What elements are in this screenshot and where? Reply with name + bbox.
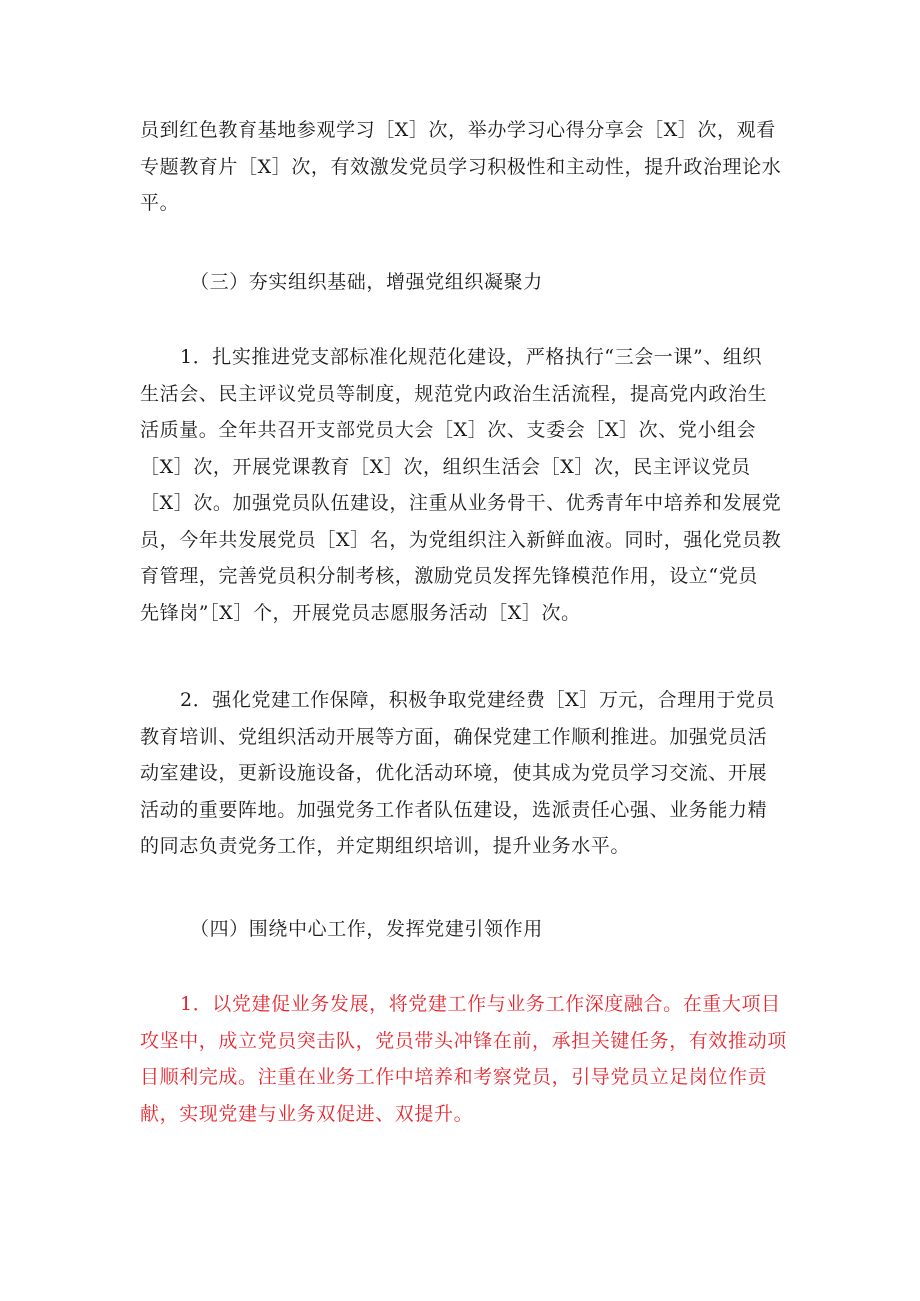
text-line: 动室建设，更新设施设备，优化活动环境，使其成为党员学习交流、开展 xyxy=(140,762,768,784)
text-line: 1．以党建促业务发展，将党建工作与业务工作深度融合。在重大项目 xyxy=(180,993,781,1015)
text-line: 教育培训、党组织活动开展等方面，确保党建工作顺利推进。加强党员活 xyxy=(140,725,768,748)
text-line: 活动的重要阵地。加强党务工作者队伍建设，选派责任心强、业务能力精 xyxy=(140,798,768,821)
text-line: ［X］次。加强党员队伍建设，注重从业务骨干、优秀青年中培养和发展党 xyxy=(140,492,782,514)
text-line: ［X］次，开展党课教育［X］次，组织生活会［X］次，民主评议党员 xyxy=(140,455,751,478)
text-line: 活质量。全年共召开支部党员大会［X］次、支委会［X］次、党小组会 xyxy=(140,419,757,441)
text-line: 攻坚中，成立党员突击队，党员带头冲锋在前，承担关键任务，有效推动项 xyxy=(140,1029,787,1052)
text-line: 目顺利完成。注重在业务工作中培养和考察党员，引导党员立足岗位作贡 xyxy=(140,1066,768,1088)
text-line: 先锋岗”［X］个，开展党员志愿服务活动［X］次。 xyxy=(140,601,581,624)
paragraph-3-2 xyxy=(140,682,788,865)
text-line: 员，今年共发展党员［X］名，为党组织注入新鲜血液。同时，强化党员教 xyxy=(140,528,782,551)
text-line: 2．强化党建工作保障，积极争取党建经费［X］万元，合理用于党员 xyxy=(180,689,776,711)
text-line: 员到红色教育基地参观学习［X］次，举办学习心得分享会［X］次，观看 xyxy=(140,119,776,141)
text-line: 的同志负责党务工作，并定期组织培训，提升业务水平。 xyxy=(140,835,631,857)
text-line: 育管理，完善党员积分制考核，激励党员发挥先锋模范作用，设立“党员 xyxy=(140,565,758,587)
section-heading-3: （三）夯实组织基础，增强党组织凝聚力 xyxy=(190,271,543,293)
text-line: 生活会、民主评议党员等制度，规范党内政治生活流程，提高党内政治生 xyxy=(140,382,768,405)
text-line: 1．扎实推进党支部标准化规范化建设，严格执行“三会一课”、组织 xyxy=(180,346,763,368)
text-line: 专题教育片［X］次，有效激发党员学习积极性和主动性，提升政治理论水 xyxy=(140,155,782,178)
text-line: 献，实现党建与业务双促进、双提升。 xyxy=(140,1102,474,1125)
section-heading-4: （四）围绕中心工作，发挥党建引领作用 xyxy=(190,918,543,940)
paragraph-4-1 xyxy=(140,986,788,1132)
paragraph-intro xyxy=(140,112,788,222)
paragraph-3-1 xyxy=(140,339,788,631)
text-line: 平。 xyxy=(140,192,180,214)
